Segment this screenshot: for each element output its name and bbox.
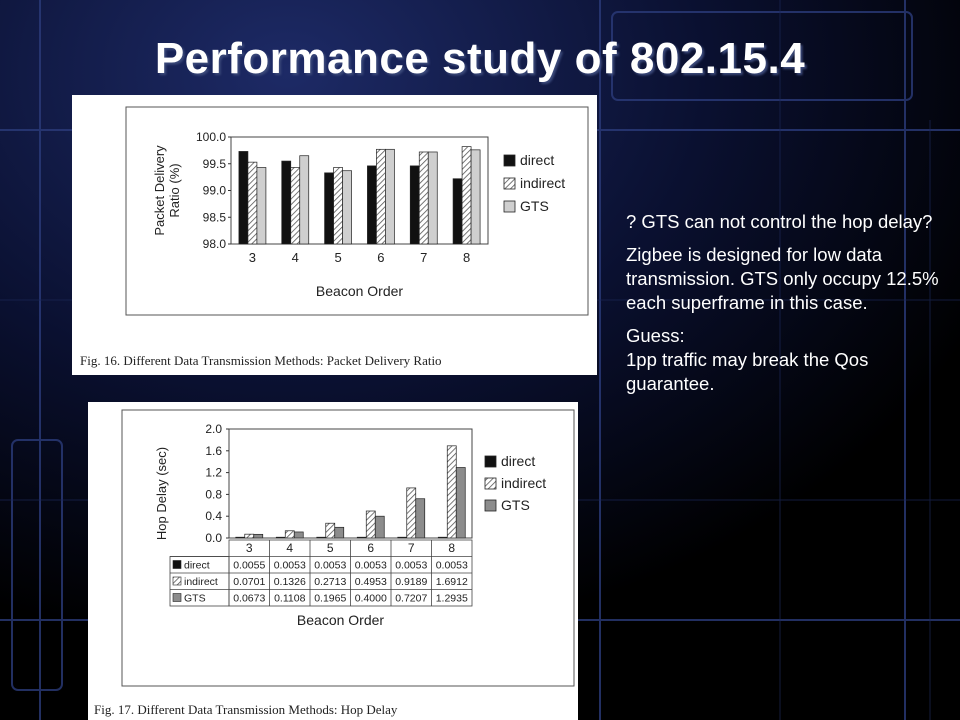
bar-gts [375,516,384,538]
legend-swatch [504,178,515,189]
bar-direct [357,537,366,538]
table-cell: 0.0053 [354,559,387,572]
legend-label: indirect [501,475,547,491]
bar-indirect [366,511,375,538]
x-tick-label: 7 [420,250,428,265]
x-tick-label: 6 [377,250,385,265]
table-cell: 0.0053 [435,559,468,572]
x-tick-label: 3 [248,250,257,265]
bar-indirect [419,152,428,244]
table-cell: 0.1326 [273,576,306,588]
bar-direct [410,166,419,244]
figure-hop-delay [88,402,578,720]
bar-direct [239,151,248,244]
bar-gts [294,532,303,538]
notes-block [626,210,956,405]
slide-title: Performance study of 802.15.4 [154,34,806,83]
legend-swatch [485,478,496,489]
table-cell: 0.4000 [354,592,387,605]
table-cell: 0.7207 [395,592,428,605]
legend-swatch [504,201,515,212]
table-legend-swatch [173,594,181,602]
y-tick-label: 100.0 [195,130,226,144]
legend-label: direct [520,152,555,168]
table-row-label: GTS [184,592,206,605]
bar-direct [367,166,376,244]
figure-caption: Fig. 17. Different Data Transmission Methods: Hop Delay [94,702,398,717]
y-tick-label: 2.0 [205,422,222,436]
bar-gts [343,171,352,244]
bar-direct [453,179,462,244]
table-cell: 0.0701 [233,576,266,588]
figure-caption: Fig. 16. Different Data Transmission Methods: Packet Delivery Ratio [80,353,442,368]
plot-area [231,137,488,244]
bar-indirect [376,149,385,244]
table-cell: 0.4953 [354,576,387,588]
bar-gts [416,499,425,538]
bar-indirect [245,534,254,538]
bar-gts [456,468,465,538]
table-cell: 0.0053 [314,559,347,572]
x-tick-label: 4 [291,250,299,265]
packet-delivery-ratio-chart [72,95,597,375]
note-guess: Guess: 1pp traffic may break the Qos guarantee. [626,325,869,394]
legend-label: GTS [501,497,530,513]
bar-gts [254,534,263,538]
y-tick-label: 98.0 [202,237,226,251]
x-axis-label: Beacon Order [296,612,385,628]
y-tick-label: 0.0 [205,531,222,545]
y-axis-label: Packet DeliveryRatio (%) [152,145,182,236]
bar-gts [471,150,480,244]
y-tick-label: 98.5 [202,210,226,225]
bar-indirect [447,446,456,538]
y-axis-label: Hop Delay (sec) [154,446,169,541]
table-row-label: direct [184,559,210,572]
y-tick-label: 1.2 [205,465,222,480]
bar-gts [300,156,309,244]
table-cell: 0.9189 [395,576,428,588]
legend-swatch [485,500,496,511]
bar-indirect [407,488,416,538]
bar-indirect [285,531,294,538]
bar-indirect [462,147,471,244]
table-cell: 0.0055 [233,559,266,572]
legend-label: direct [501,453,536,469]
x-tick-label: 5 [334,250,342,265]
legend-swatch [504,155,515,166]
plot-area [229,429,472,538]
hop-delay-chart [88,402,578,720]
y-tick-label: 99.5 [202,156,226,171]
table-cell: 0.0053 [273,559,306,572]
table-legend-swatch [173,561,181,569]
legend-label: indirect [520,175,566,191]
bar-gts [428,152,437,244]
table-cell: 1.6912 [435,576,468,588]
bar-direct [236,537,245,538]
y-tick-label: 0.8 [205,487,222,502]
x-tick-label: 4 [286,541,294,555]
bar-gts [335,527,344,538]
x-tick-label: 8 [462,250,471,265]
figure-packet-delivery-ratio [72,95,597,375]
plot-frame [122,410,574,686]
bar-gts [385,149,394,244]
table-cell: 0.1108 [274,592,306,605]
legend-swatch [485,456,496,467]
table-cell: 0.0053 [395,559,428,572]
table-cell: 1.2935 [435,592,468,605]
table-cell: 0.1965 [314,592,347,605]
bar-indirect [248,162,257,244]
note-zigbee-design: Zigbee is designed for low data transmission. GTS only occupy 12.5% each superframe in this case. [626,244,939,313]
x-tick-label: 6 [367,541,375,555]
x-axis-label: Beacon Order [315,283,404,299]
y-tick-label: 0.4 [205,509,222,524]
table-row-label: indirect [184,576,218,588]
x-tick-label: 5 [326,541,334,555]
table-legend-swatch [173,577,181,585]
bar-direct [325,173,334,244]
bar-gts [257,167,266,244]
y-tick-label: 1.6 [205,443,222,458]
table-cell: 0.0673 [233,592,266,605]
x-tick-label: 8 [448,541,456,555]
bar-direct [438,537,447,538]
x-tick-label: 3 [245,541,253,555]
x-tick-label: 7 [407,541,415,555]
bar-direct [282,161,291,244]
bar-indirect [326,523,335,538]
bar-direct [276,537,285,538]
bar-indirect [334,167,343,244]
y-tick-label: 99.0 [202,183,226,198]
table-cell: 0.2713 [314,576,347,588]
note-gts-hop-delay: ? GTS can not control the hop delay? [626,211,933,232]
bar-indirect [291,167,300,244]
bar-direct [317,537,326,538]
bar-direct [398,537,407,538]
legend-label: GTS [520,198,549,214]
